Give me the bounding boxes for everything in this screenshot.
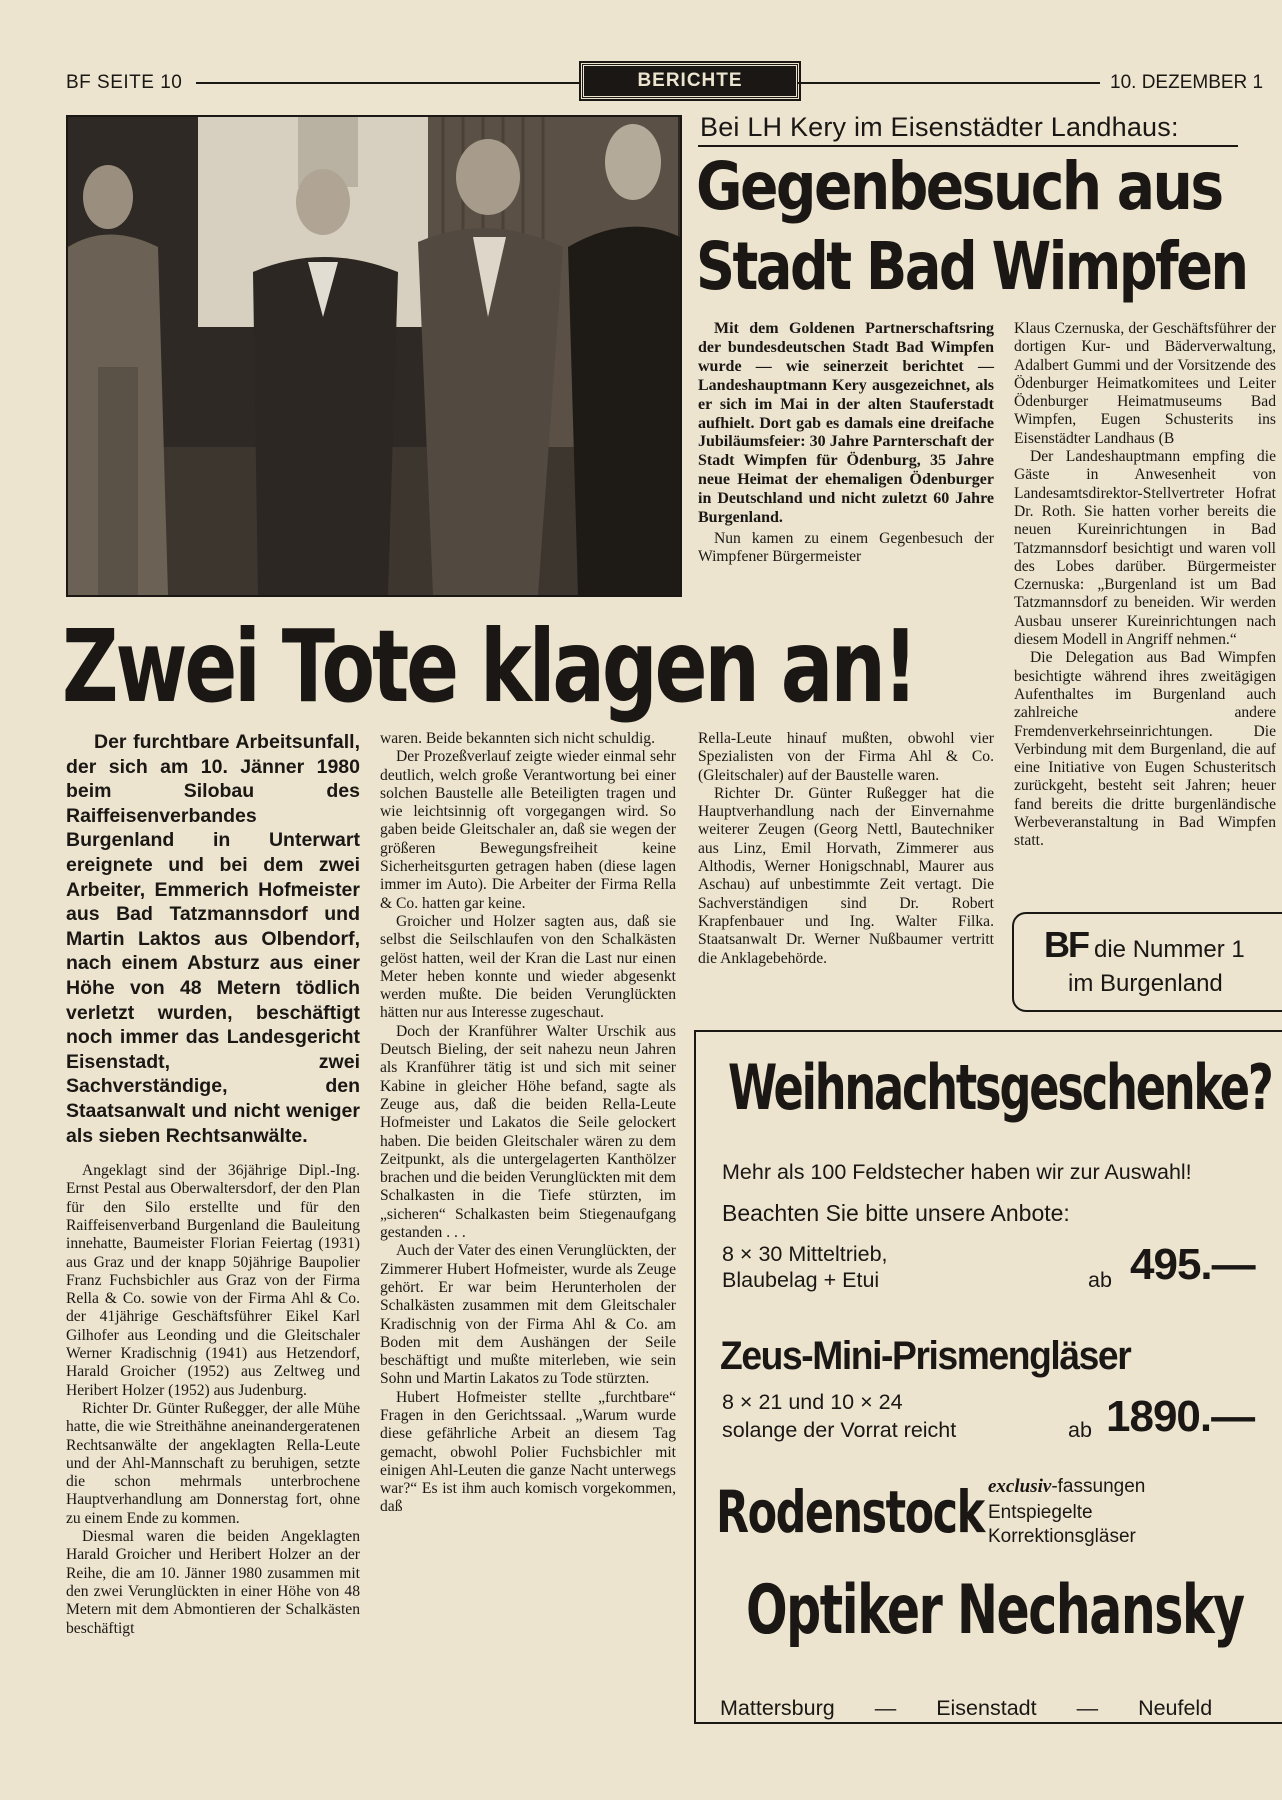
offer2-price: 1890.— <box>1106 1392 1255 1441</box>
main-col1-p1: Angeklagt sind der 36jährige Dipl.-Ing. Ernst Pestal aus Oberwaltersdorf, der den Plan für den Silo erstellte und für den Raiffeisenverband Burgenland die Bauleitung innehatte, Baumeister Florian Feiertag (1931) aus Graz und der knapp 50jährige Baupolier Franz Fuchsbichler aus Graz von der Firma Rella & Co. sowie von der Firma Ahl & Co. der 41jährige Geschäftsführer Eikel Karl Gilhofer aus Leonding und die Gleitschaler Werner Kradischnig (1941) aus Hetzendorf, Harald Groicher (1952) aus Zeltweg und Heribert Holzer (1952) aus Judenburg. <box>66 1162 360 1399</box>
offer2-title: Zeus-Mini-Prismengläser <box>720 1334 1131 1378</box>
main-col2-p5: Auch der Vater des einen Verunglückten, der Zimmerer Hubert Hofmeister, wurde als Zeuge gehört. Er war beim Herunterholen der Schalkästen zusammen mit dem Gleitschaler Kradischnig von der Firma Ahl & Co. am Boden mit dem Aushängen der Seile beschäftigt und mußte miterleben, wie sein Sohn und Martin Lakatos zu Tode stürzten. <box>380 1242 676 1388</box>
main-col2-p6: Hubert Hofmeister stellte „furchtbare“ Fragen in den Gerichtssaal. „Warum wurde diese gefährliche Arbeit an diesem Tag gemacht, obwohl Polier Fuchsbichler mit einigen Ahl-Leuten die ganze Nacht unterwegs war?“ Es ist ihm auch komisch vorgekommen, daß <box>380 1388 676 1516</box>
main-col-2 <box>380 730 676 1517</box>
page-folio: BF SEITE 10 <box>66 72 183 93</box>
main-col2-p1: waren. Beide bekannten sich nicht schuldig. <box>380 730 655 747</box>
store-name: Optiker Nechansky <box>746 1571 1244 1650</box>
visit-kicker: Bei LH Kery im Eisenstädter Landhaus: <box>700 112 1179 142</box>
bf-logo: BF <box>1044 924 1088 965</box>
location-mattersburg: Mattersburg <box>720 1696 835 1720</box>
visit-col2-p2: Der Landeshauptmann empfing die Gäste in Anwesenheit von Landesamtsdirektor-Stellvertreter Hofrat Dr. Roth. Sie hatten vorher bereits die neuen Kureinrichtungen in Bad Tatzmannsdorf besichtigt und waren voll des Lobes darüber. Bürgermeister Czernuska: „Burgenland ist um Bad Tatzmannsdorf zu beneiden. Wir werden Ausbau unserer Kureinrichtungen nach diesem Modell in Angriff nehmen.“ <box>1014 448 1276 649</box>
visit-headline-line1: Gegenbesuch aus <box>696 148 1222 225</box>
visit-col2-p1: Klaus Czernuska, der Geschäftsführer der dortigen Kur- und Bäderverwaltung, Adalbert Gummi und der Vorsitzende des Ödenburger Heimatkomitees und Leiter Ödenburger Heimatmuseums Bad Wimpfen, Eugen Schusterits ins Eisenstädter Landhaus (B <box>1014 320 1276 447</box>
main-col2-p2: Der Prozeßverlauf zeigte wieder einmal sehr deutlich, welch große Verantwortung bei einer solchen Baustelle alle Beteiligten tragen und wie leichtsinnig oft vorgegangen wird. So gaben beide Gleitschaler an, daß sie wegen der größeren Bewegungsfreiheit keine Sicherheitsgurten getragen haben (diese lagen immer im Auto). Die Arbeiter der Firma Rella & Co. hatten gar keine. <box>380 748 676 912</box>
ad-offers-title: Beachten Sie bitte unsere Anbote: <box>722 1200 1070 1226</box>
bf-promo-box <box>1012 912 1282 1012</box>
bf-slogan-line1: die Nummer 1 <box>1094 936 1245 963</box>
main-col-3 <box>698 730 994 968</box>
offer2-prefix: ab <box>1068 1418 1092 1442</box>
main-col2-p4: Doch der Kranführer Walter Urschik aus Deutsch Bieling, der seit nahezu neun Jahren als Kranführer tätig ist und sich mit seiner Kabine in gleicher Höhe befand, sagte als Zeuge aus, daß die beiden Rella-Leute Hofmeister und Lakatos die Seile gelockert haben. Die beiden Gleitschaler wären zu dem Zeitpunkt, als die untergelagerten Kanthölzer brachen und die beiden Verunglückten mit dem Schalkasten in die Tiefe stürzten, im „sicheren“ Schalkasten beim Stiegenaufgang gestanden . . . <box>380 1022 676 1242</box>
brand-script: exclusiv <box>988 1476 1052 1497</box>
visit-col1-tail: Nun kamen zu einem Gegenbesuch der Wimpfener Bürgermeister <box>698 529 994 566</box>
location-eisenstadt: Eisenstadt <box>936 1696 1037 1720</box>
optician-ad <box>694 1030 1282 1724</box>
offer1-line2: Blaubelag + Etui <box>722 1268 880 1292</box>
main-col1-p2: Richter Dr. Günter Rußegger, der alle Mühe hatte, die wie Streithähne aneinandergeratenen Rechtsanwälte der angeklagten Rella-Leute und der Ahl-Mannschaft zu beruhigen, setzte die schon mehrmals unterbrochene Hauptverhandlung am Donnerstag fort, ohne zu einem Ende zu kommen. <box>66 1399 360 1527</box>
header-rule-right <box>798 82 1100 84</box>
kicker-underline <box>698 145 1238 147</box>
location-sep-2: — <box>1076 1696 1099 1720</box>
offer1-price: 495.— <box>1130 1240 1255 1289</box>
brand-tagline-line2: Entspiegelte <box>988 1502 1093 1523</box>
main-col2-p3: Groicher und Holzer sagten aus, daß sie selbst die Seilschlaufen von den Schalkästen gelöst hatten, weil der Kran die Last nur einen Meter heben konnte und wieder abgesenkt werden mußte. Die beiden Verunglückten hätten nur aus Interesse zugeschaut. <box>380 912 676 1022</box>
brand-logo: Rodenstock <box>716 1478 984 1546</box>
header-rule-left <box>196 82 580 84</box>
bf-slogan-line2: im Burgenland <box>1068 970 1223 997</box>
main-col3-p1: Rella-Leute hinauf mußten, obwohl vier Spezialisten von der Firma Ahl & Co. (Gleitschaler) auf der Baustelle waren. <box>698 730 994 784</box>
main-lead: Der furchtbare Arbeitsunfall, der sich am 10. Jänner 1980 beim Silobau des Raiffeisenverbandes Burgenland in Unterwart ereignete und bei dem zwei Arbeiter, Emmerich Hofmeister aus Bad Tatzmannsdorf und Martin Laktos aus Olbendorf, nach einem Absturz aus einer Höhe von 48 Metern tödlich verletzt wurden, beschäftigt noch immer das Landesgericht Eisenstadt, zwei Sachverständige, den Staatsanwalt und nicht weniger als sieben Rechtsanwälte. <box>66 731 360 1147</box>
photo-image <box>68 117 680 595</box>
location-neufeld: Neufeld <box>1138 1696 1213 1720</box>
visit-col-2 <box>1014 320 1276 900</box>
brand-script-rest: -fassungen <box>1051 1476 1146 1497</box>
offer2-line2: solange der Vorrat reicht <box>722 1418 957 1442</box>
main-headline: Zwei Tote klagen an! <box>62 608 916 725</box>
visit-headline-line2: Stadt Bad Wimpfen <box>696 228 1247 305</box>
main-col1-p3: Diesmal waren die beiden Angeklagten Harald Groicher und Heribert Holzer an der Reihe, die am 10. Jänner 1980 zusammen mit den zwei Verunglückten in einer Höhe von 48 Metern mit dem Abmontieren der Schalkästen beschäftigt <box>66 1528 360 1637</box>
main-col-1 <box>66 730 360 1638</box>
ad-headline: Weihnachtsgeschenke? <box>728 1051 1272 1124</box>
store-locations <box>720 1696 1280 1721</box>
offer1-line1: 8 × 30 Mitteltrieb, <box>722 1242 888 1266</box>
news-photo <box>66 115 682 597</box>
visit-lead: Mit dem Goldenen Partnerschaftsring der bundesdeutschen Stadt Bad Wimpfen wurde — wie seinerzeit berichtet — Landeshauptmann Kery ausgezeichnet, als er sich im Mai in der alten Stauferstadt aufhielt. Dort gab es damals eine dreifache Jubiläumsfeier: 30 Jahre Parnterschaft der Stadt Wimpfen für Ödenburg, 35 Jahre neue Heimat der ehemaligen Ödenburger in Deutschland und nicht zuletzt 60 Jahre Burgenland. <box>698 320 994 527</box>
offer1-prefix: ab <box>1088 1268 1112 1292</box>
brand-tagline-line3: Korrektionsgläser <box>988 1526 1136 1547</box>
visit-col2-p3: Die Delegation aus Bad Wimpfen besichtigte während ihres zweitägigen Aufenthaltes im Burgenland auch zahlreiche andere Fremdenverkehrseinrichtungen. Die Verbindung mit dem Burgenland, die auf eine Initiative von Eugen Schusteritsch zurückgeht, besteht seit Jahren; heuer fand bereits die dritte burgenländische Werbeveranstaltung in Bad Wimpfen statt. <box>1014 649 1276 850</box>
ad-intro: Mehr als 100 Feldstecher haben wir zur Auswahl! <box>722 1160 1192 1184</box>
section-label: BERICHTE <box>581 63 799 99</box>
brand-tagline-line1 <box>988 1476 1145 1498</box>
visit-col-1 <box>698 320 994 567</box>
main-col3-p2: Richter Dr. Günter Rußegger hat die Hauptverhandlung nach der Einvernahme weiterer Zeugen (Georg Nettl, Bautechniker aus Linz, Emil Horvath, Zimmerer aus Althodis, Werner Honigschnabl, Maurer aus Aschau) auf unbestimmte Zeit vertagt. Die Sachverständigen sind Dr. Robert Krapfenbauer und Ing. Walter Filka. Staatsanwalt Dr. Werner Nußbaumer vertritt die Anklagebehörde. <box>698 784 994 967</box>
location-sep-1: — <box>874 1696 897 1720</box>
page-date: 10. DEZEMBER 1 <box>1110 72 1264 93</box>
offer2-line1: 8 × 21 und 10 × 24 <box>722 1390 903 1414</box>
